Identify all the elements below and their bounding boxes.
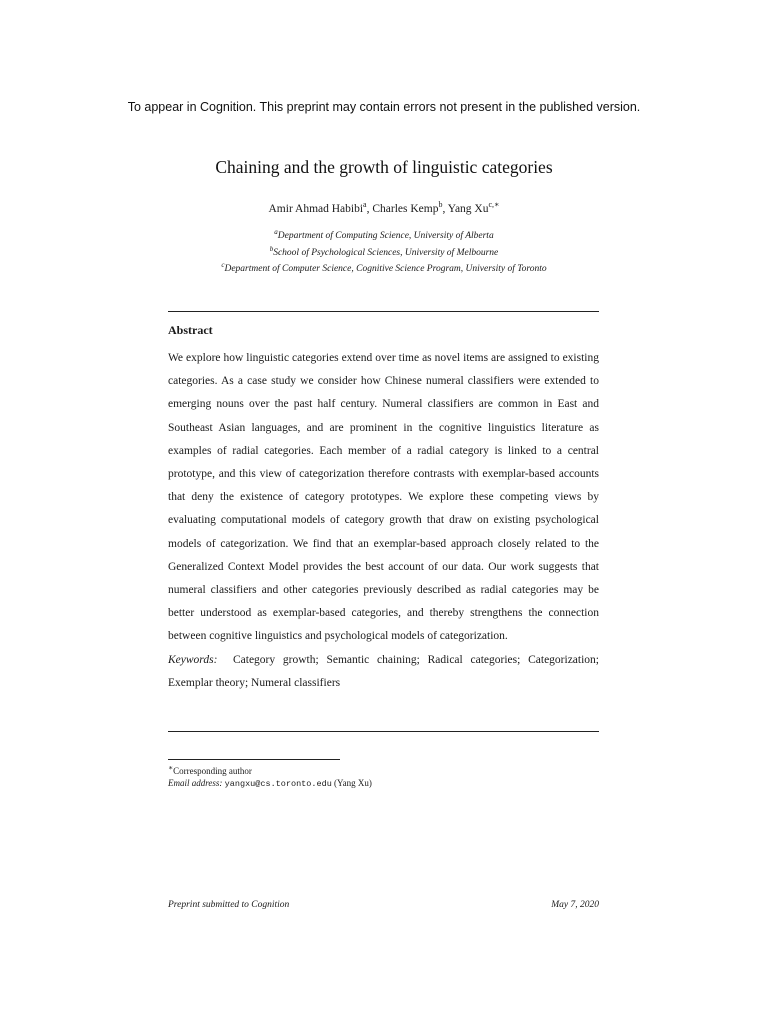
abstract-section [168,347,599,695]
author-superscript: b [438,200,443,209]
author-separator: , [442,202,448,215]
affiliation-list [0,226,768,276]
abstract-top-rule [168,311,599,312]
preprint-notice: To appear in Cognition. This preprint may contain errors not present in the published version. [127,100,641,114]
affiliation-item [0,259,768,276]
email-link[interactable]: yangxu@cs.toronto.edu [224,779,332,789]
corresponding-author-label: Corresponding author [173,766,252,776]
corresponding-author-note [168,762,372,777]
affiliation-superscript: a [274,228,278,236]
footer-journal: Preprint submitted to Cognition [168,900,290,910]
affiliation-item [0,243,768,260]
author-superscript[interactable]: c,∗ [488,200,500,209]
affiliation-superscript: b [269,244,274,253]
affiliation-text: Department of Computing Science, University of Alberta [277,231,494,242]
affiliation-item [0,226,768,243]
footnote-marker: ∗ [168,763,174,772]
author-separator: , [366,202,373,215]
keywords-line [168,649,599,695]
affiliation-text: Department of Computer Science, Cognitive Science Program, University of Toronto [224,264,547,275]
author-name[interactable]: Amir Ahmad Habibi [268,202,364,215]
email-label: Email address: [168,778,223,788]
keywords-text: Category growth; Semantic chaining; Radical categories; Categorization; Exemplar theory; Numeral classifiers [168,653,599,689]
author-list [0,200,768,215]
email-owner: (Yang Xu) [334,778,372,788]
author-name[interactable]: Charles Kemp [372,202,439,215]
affiliation-text: School of Psychological Sciences, University of Melbourne [273,247,499,258]
paper-title: Chaining and the growth of linguistic categories [215,157,553,177]
footnote-rule [168,759,340,760]
footnote [168,762,372,790]
affiliation-superscript: c [221,261,225,270]
abstract-heading: Abstract [168,323,213,337]
abstract-text: We explore how linguistic categories extend over time as novel items are assigned to existing categories. As a case study we consider how Chinese numeral classifiers were extended to emerging nouns over the past half century. Numeral classifiers are common in East and Southeast Asian languages, and are prominent in the cognitive linguistics literature as examples of radial categories. Each member of a radial category is linked to a central prototype, and this view of categorization therefore contrasts with exemplar-based accounts that deny the existence of category prototypes. We explore these competing views by evaluating computational models of category growth that draw on existing psychological models of categorization. We find that an exemplar-based approach closely related to the Generalized Context Model provides the best account of our data. Our work suggests that numeral classifiers and other categories previously described as radial categories may be better understood as exemplar-based categories, and thereby strengthens the connection between cognitive linguistics and psychological models of categorization. [168,352,599,643]
author-name[interactable]: Yang Xu [447,202,489,215]
footer-date: May 7, 2020 [551,900,599,910]
email-line [168,777,372,790]
abstract-bottom-rule [168,731,599,732]
author-superscript: a [363,200,367,209]
keywords-label: Keywords: [168,653,218,666]
